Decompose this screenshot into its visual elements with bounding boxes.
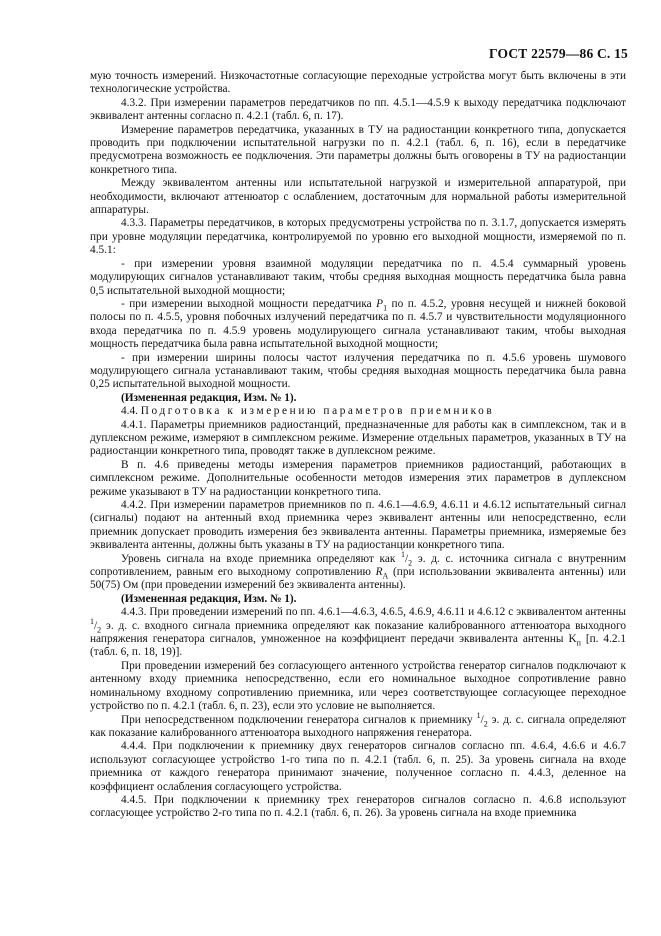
text-run: R (375, 566, 383, 579)
paragraph (90, 97, 626, 124)
document-body (90, 70, 626, 821)
paragraph (90, 217, 626, 257)
paragraph (90, 392, 626, 405)
text-run: В п. 4.6 приведены методы измерения параметров приемников радиостанций, работающих в симплексном режиме. Дополнительные особенности методов измерения этих параметров в дуплексном режиме указывают в ТУ на радиостанции конкретного типа. (90, 458, 626, 498)
text-run: - при измерении выходной мощности передатчика (121, 297, 377, 310)
text-run: Уровень сигнала на входе приемника определяют как (121, 552, 402, 565)
paragraph (90, 70, 626, 97)
page-header: ГОСТ 22579—86 С. 15 (489, 46, 628, 61)
text-run: При проведении измерений без согласующего антенного устройства генератор сигналов подключают к антенному входу приемника непосредственно, если его номинальное выходное сопротивление равно номинальному входному сопротивлению приемника, или через соответствующее согласующее переходное устройство по п. 4.2.1 (табл. 6, п. 23), если это условие не выполняется. (90, 659, 626, 713)
text-run: / (480, 713, 484, 726)
text-run: P (376, 297, 384, 310)
paragraph (90, 660, 626, 714)
text-run: Между эквивалентом антенны или испытательной нагрузкой и измерительной аппаратурой, при необходимости, включают аттенюатор с ослаблением, достаточным для нормальной работы измерительной аппаратуры. (90, 177, 626, 217)
paragraph (90, 794, 626, 821)
paragraph (90, 740, 626, 794)
paragraph (90, 124, 626, 178)
paragraph (90, 298, 626, 352)
text-run: 4.3.3. Параметры передатчиков, в которых предусмотрены устройства по п. 3.1.7, допускается измерять при уровне модуляции передатчика, контролируемой по уровню его выходной мощности, измеряемой по п. 4.5.1: (90, 217, 626, 257)
text-run: по п. 4.5.2, уровня несущей и нижней боковой полосы по п. 4.5.5, уровня побочных излучений передатчика по п. 4.5.7 и чувствительности модуляционного входа передатчика по п. 4.5.9 уровень модулирующего сигнала устанавливают таким, чтобы выходная мощность передатчика была равна испытательной выходной мощности; (90, 297, 627, 351)
text-run: 2 (483, 718, 488, 728)
text-run: [п. 4.2.1 (табл. 6, п. 18, 19)]. (90, 633, 626, 659)
paragraph (90, 258, 626, 298)
text-run: Измерение параметров передатчика, указанных в ТУ на радиостанции конкретного типа, допускается проводить при подключении испытательной нагрузки по п. 4.2.1 (табл. 6, п. 16), если в передатчике предусмотрена возможность ее подключения. Эти параметры должны быть оговорены в ТУ на радиостанции конкретного типа. (90, 123, 626, 176)
text-run: - при измерении уровня взаимной модуляции передатчика по п. 4.5.4 суммарный уровень модулирующих сигналов устанавливают таким, чтобы средняя выходная мощность передатчика была равна 0,5 испытательной выходной мощности; (90, 257, 626, 297)
text-run: / (405, 552, 409, 565)
text-run: 4.4.5. При подключении к приемнику трех генераторов сигналов согласно п. 4.6.8 используют согласующее устройство 2-го типа по п. 4.2.1 (табл. 6, п. 26). За уровень сигнала на входе приемника (90, 793, 626, 820)
paragraph (90, 549, 626, 593)
text-run: 4.4. (121, 405, 141, 418)
paragraph (90, 405, 626, 418)
paragraph (90, 419, 626, 459)
text-run: 1 (401, 549, 406, 559)
text-run: (Измененная редакция, Изм. № 1). (121, 592, 297, 605)
text-run: - при измерении ширины полосы частот излучения передатчика по п. 4.5.6 уровень шумового модулирующего сигнала устанавливают таким, чтобы средняя выходная мощность передатчика была равна 0,25 испытательной выходной мощности. (90, 351, 626, 391)
text-run: 4.4.2. При измерении параметров приемников по п. 4.6.1—4.6.9, 4.6.11 и 4.6.12 испытательный сигнал (сигналы) подают на антенный вход приемника через эквивалент антенны или непосредственно, если приемник допускает проводить измерения без эквивалента антенны. Параметры приемника, измеряемые без эквивалента антенны, должны быть указаны в ТУ на радиостанции конкретного типа. (90, 499, 626, 552)
paragraph (90, 459, 626, 499)
paragraph (90, 593, 626, 606)
paragraph (90, 710, 626, 741)
text-run: э. д. с. сигнала определяют как показание калиброванного аттенюатора выходного напряжения генератора. (90, 713, 626, 739)
text-run: 2 (97, 624, 102, 634)
paragraph (90, 499, 626, 553)
text-run: 4.3.2. При измерении параметров передатчиков по пп. 4.5.1—4.5.9 к выходу передатчика подключают эквивалент антенны согласно п. 4.2.1 (табл. 6, п. 17). (90, 96, 626, 123)
text-run: (при использовании эквивалента антенны) или 50(75) Ом (при проведении измерений без эквивалента антенны). (90, 566, 626, 592)
text-run: 4.4.1. Параметры приемников радиостанций, предназначенные для работы как в симплексном, так и в дуплексном режиме, измеряют в симплексном режиме. Измерение отдельных параметров, указанных в ТУ на радиостанции конкретного типа, проводят также в дуплексном режиме. (90, 418, 626, 458)
text-run: При непосредственном подключении генератора сигналов к приемнику (121, 713, 477, 726)
text-run: / (94, 619, 98, 632)
text-run: 1 (383, 303, 388, 313)
text-run: 2 (408, 557, 413, 567)
text-run: (Измененная редакция, Изм. № 1). (121, 391, 297, 404)
text-run: п (576, 638, 581, 648)
text-run: 4.4.4. При подключении к приемнику двух генераторов сигналов согласно пп. 4.6.4, 4.6.6 и 4.6.7 используют согласующее устройство 1-го типа по п. 4.2.1 (табл. 6, п. 25). За уровень сигнала на входе приемника от каждого генератора принимают значение, полученное согласно п. 4.4.3, деленное на коэффициент ослабления согласующего устройства. (90, 740, 626, 793)
text-run: Подготовка к измерению параметров приемников (140, 405, 495, 418)
paragraph (90, 352, 626, 392)
paragraph (90, 177, 626, 217)
text-run: 1 (90, 616, 94, 626)
text-run: A (382, 571, 389, 581)
text-run: э. д. с. входного сигнала приемника определяют как показание калиброванного аттенюатора выходного напряжения генератора сигналов, умноженное на коэффициент передачи эквивалента антенны K (90, 619, 626, 646)
text-run: мую точность измерений. Низкочастотные согласующие переходные устройства могут быть включены в эти технологические устройства. (90, 70, 626, 96)
text-run: 4.4.3. При проведении измерений по пп. 4.6.1—4.6.3, 4.6.5, 4.6.9, 4.6.11 и 4.6.12 с эквивалентом антенны (121, 606, 626, 619)
paragraph (90, 606, 626, 660)
text-run: э. д. с. источника сигнала с внутренним сопротивлением, равным его выходному сопротивлению (90, 552, 626, 579)
text-run: 1 (476, 710, 481, 720)
